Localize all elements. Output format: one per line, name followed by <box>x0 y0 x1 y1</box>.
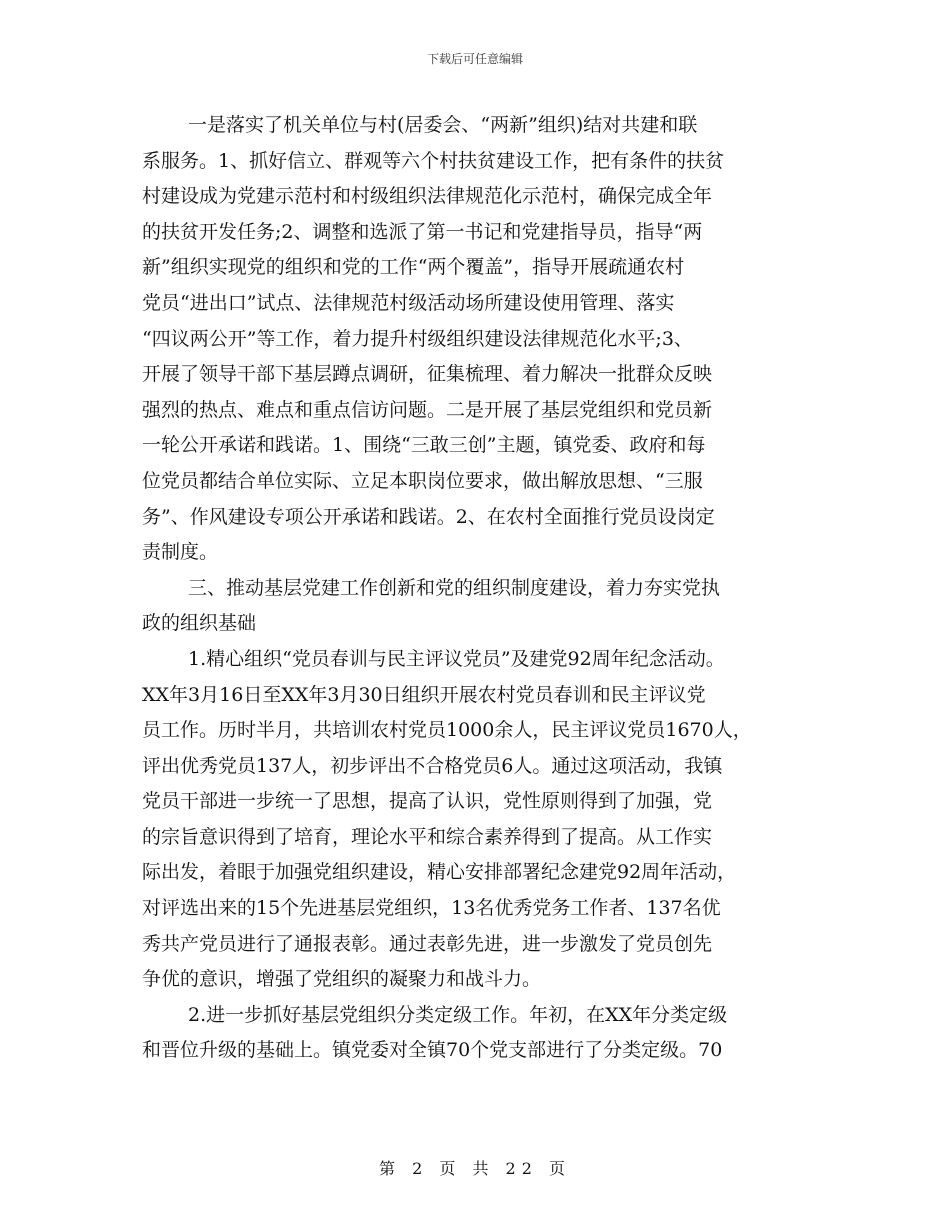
body-text-line: 位党员都结合单位实际、立足本职岗位要求，做出解放思想、“三服 <box>142 469 703 492</box>
body-text-line: 责制度。 <box>142 541 219 564</box>
body-text-line: 的扶贫开发任务;2、调整和选派了第一书记和党建指导员，指导“两 <box>142 220 703 243</box>
body-text-line: 对评选出来的15个先进基层党组织，13名优秀党务工作者、137名优 <box>142 897 721 920</box>
body-text-line: 开展了领导干部下基层蹲点调研，征集梳理、着力解决一批群众反映 <box>142 363 713 386</box>
body-text-line: 党员“进出口”试点、法律规范村级活动场所建设使用管理、落实 <box>142 291 675 314</box>
body-text-line: 评出优秀党员137人，初步评出不合格党员6人。通过这项活动，我镇 <box>142 754 723 777</box>
body-text-line: 2.进一步抓好基层党组织分类定级工作。年初，在XX年分类定级 <box>188 1003 728 1026</box>
body-text-line: 系服务。1、抓好信立、群观等六个村扶贫建设工作，把有条件的扶贫 <box>142 149 725 172</box>
body-text-line: 务”、作风建设专项公开承诺和践诺。2、在农村全面推行党员设岗定 <box>142 505 715 528</box>
body-text-line: 秀共产党员进行了通报表彰。通过表彰先进，进一步激发了党员创先 <box>142 932 713 955</box>
document-body <box>142 108 814 1069</box>
body-text-line: 党员干部进一步统一了思想，提高了认识，党性原则得到了加强，党 <box>142 790 713 813</box>
body-text-line: 1.精心组织“党员春训与民主评议党员”及建党92周年纪念活动。 <box>188 647 725 670</box>
body-text-line: 三、推动基层党建工作创新和党的组织制度建设，着力夯实党执 <box>188 576 721 599</box>
body-text-line: 村建设成为党建示范村和村级组织法律规范化示范村，确保完成全年 <box>142 185 713 208</box>
page-header: 下载后可任意编辑 <box>426 52 523 66</box>
body-text-line: 政的组织基础 <box>142 612 257 635</box>
body-text-line: 和晋位升级的基础上。镇党委对全镇70个党支部进行了分类定级。70 <box>142 1039 723 1062</box>
body-text-line: 际出发，着眼于加强党组织建设，精心安排部署纪念建党92周年活动， <box>142 861 737 884</box>
page-footer: 第 2 页 共 22 页 <box>379 1159 571 1178</box>
body-text-line: 一是落实了机关单位与村(居委会、“两新”组织)结对共建和联 <box>188 114 698 136</box>
body-text-line: 争优的意识，增强了党组织的凝聚力和战斗力。 <box>142 968 542 991</box>
body-text-line: XX年3月16日至XX年3月30日组织开展农村党员春训和民主评议党 <box>142 683 706 706</box>
body-text-line: 的宗旨意识得到了培育，理论水平和综合素养得到了提高。从工作实 <box>142 825 713 848</box>
body-text-line: 强烈的热点、难点和重点信访问题。二是开展了基层党组织和党员新 <box>142 398 713 421</box>
body-text-line: 员工作。历时半月，共培训农村党员1000余人，民主评议党员1670人， <box>142 719 752 742</box>
body-text-line: 新”组织实现党的组织和党的工作“两个覆盖”，指导开展疏通农村 <box>142 256 685 279</box>
body-text-line: “四议两公开”等工作，着力提升村级组织建设法律规范化水平;3、 <box>142 327 693 350</box>
body-text-line: 一轮公开承诺和践诺。1、围绕“三敢三创”主题，镇党委、政府和每 <box>142 434 706 457</box>
